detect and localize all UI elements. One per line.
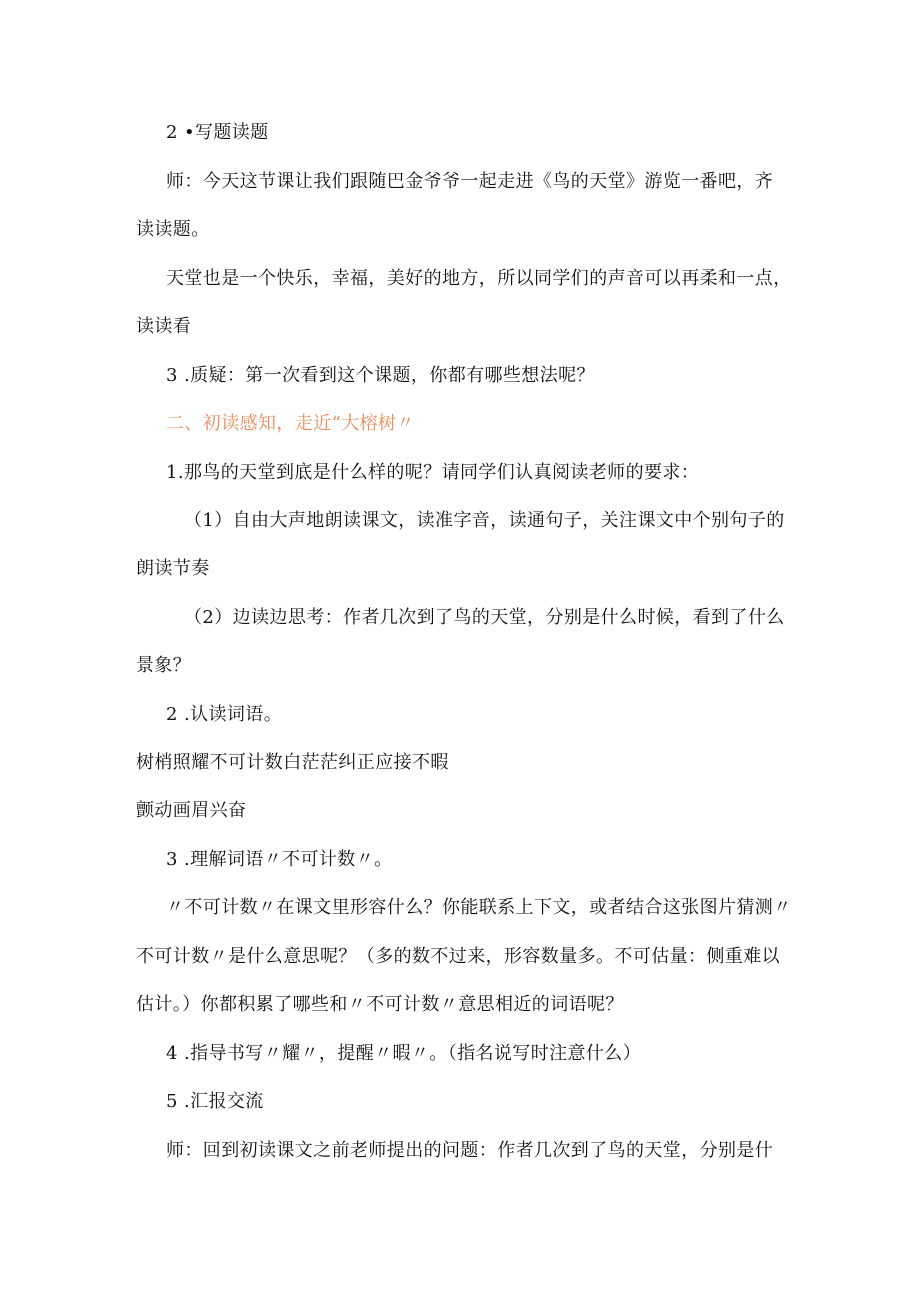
teacher-paragraph-2-line-1: 师：回到初读课文之前老师提出的问题：作者几次到了鸟的天堂，分别是什 [166, 1140, 774, 1161]
list-item-3: 3 .理解词语〃不可计数〃。 [166, 849, 393, 870]
paragraph-3-line-3: 估计。）你都积累了哪些和〃不可计数〃意思相近的词语呢？ [136, 994, 624, 1015]
list-item-5: 5 .汇报交流 [166, 1091, 264, 1112]
vocabulary-line-1: 树梢照耀不可计数白茫茫纠正应接不暇 [136, 752, 449, 773]
vocabulary-line-2: 颤动画眉兴奋 [136, 800, 247, 821]
paragraph-2-line-1: 天堂也是一个快乐，幸福，美好的地方，所以同学们的声音可以再柔和一点， [166, 268, 792, 289]
requirement-1-line-1: （1）自由大声地朗读课文，读准字音，读通句子，关注课文中个别句子的 [184, 510, 785, 531]
paragraph-3-line-2: 不可计数〃是什么意思呢？（多的数不过来，形容数量多。不可估量：侧重难以 [136, 946, 780, 967]
list-item-2: 2 .认读词语。 [166, 704, 283, 725]
teacher-paragraph-1-line-1: 师：今天这节课让我们跟随巴金爷爷一起走进《鸟的天堂》游览一番吧，齐 [166, 171, 774, 192]
list-item-4: 4 .指导书写〃耀〃，提醒〃暇〃。（指名说写时注意什么） [166, 1043, 642, 1064]
teacher-paragraph-1-line-2: 读读题。 [136, 219, 210, 240]
section-heading-initial-reading: 二、初读感知，走近“大榕树〃 [166, 413, 415, 434]
section-3-question: 3 .质疑：第一次看到这个课题，你都有哪些想法呢？ [166, 365, 595, 386]
list-item-1: 1.那鸟的天堂到底是什么样的呢？请同学们认真阅读老师的要求： [166, 462, 700, 483]
requirement-2-line-1: （2）边读边思考：作者几次到了鸟的天堂，分别是什么时候，看到了什么 [184, 607, 785, 628]
paragraph-3-line-1: 〃不可计数〃在课文里形容什么？你能联系上下文，或者结合这张图片猜测〃 [166, 897, 792, 918]
requirement-2-line-2: 景象？ [136, 655, 192, 676]
paragraph-2-line-2: 读读看 [136, 316, 192, 337]
requirement-1-line-2: 朗读节奏 [136, 558, 210, 579]
section-2-title: 2 •写题读题 [166, 122, 269, 143]
